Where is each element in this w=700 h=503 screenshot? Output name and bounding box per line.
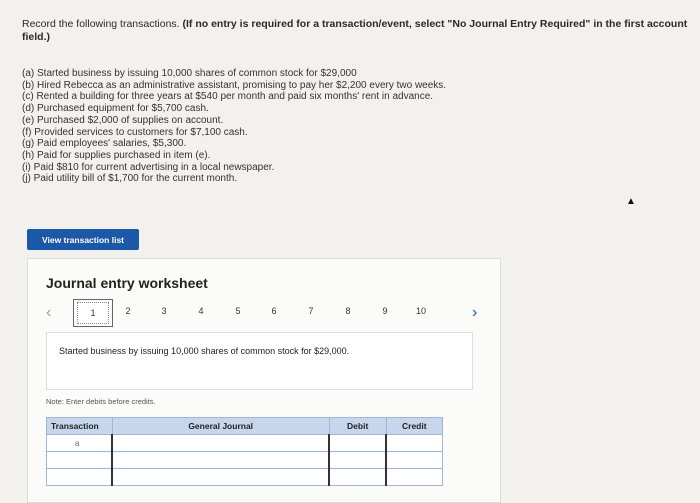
credit-input[interactable] (386, 452, 442, 469)
transaction-cell (47, 469, 113, 486)
page-9-tab[interactable]: 9 (382, 306, 388, 316)
page-8-tab[interactable]: 8 (345, 306, 351, 316)
transaction-cell (47, 452, 113, 469)
account-select[interactable] (112, 435, 329, 452)
account-select[interactable] (112, 469, 329, 486)
view-transaction-list-button[interactable]: View transaction list (27, 229, 139, 250)
transaction-item: (d) Purchased equipment for $5,700 cash. (22, 103, 209, 115)
transaction-description: Started business by issuing 10,000 shares of common stock for $29,000. (59, 346, 350, 356)
instructions-emphasis: (If no entry is required for a transaction/event, select "No Journal Entry Required" in the first account field.) (22, 18, 688, 43)
journal-entry-worksheet (27, 258, 501, 503)
instructions-lead: Record the following transactions. (22, 18, 180, 30)
chevron-left-icon[interactable]: ‹ (46, 304, 52, 321)
page-2-tab[interactable]: 2 (125, 306, 131, 316)
transaction-item: (a) Started business by issuing 10,000 shares of common stock for $29,000 (22, 68, 357, 79)
credit-input[interactable] (386, 435, 442, 452)
transaction-item: (f) Provided services to customers for $7,100 cash. (22, 126, 248, 138)
mouse-pointer-icon: ▲ (626, 196, 636, 207)
transaction-list (22, 68, 446, 185)
transaction-cell: a (47, 435, 113, 452)
credit-input[interactable] (386, 469, 442, 486)
transaction-item: (j) Paid utility bill of $1,700 for the current month. (22, 173, 238, 185)
instructions (22, 18, 692, 44)
col-header-credit: Credit (386, 418, 442, 435)
table-row (47, 435, 443, 452)
entry-note: Note: Enter debits before credits. (46, 397, 156, 406)
transaction-description-box (46, 332, 473, 390)
journal-table (46, 417, 443, 486)
col-header-general-journal: General Journal (112, 418, 329, 435)
transaction-item: (b) Hired Rebecca as an administrative assistant, promising to pay her $2,200 every two weeks. (22, 79, 447, 91)
debit-input[interactable] (329, 435, 386, 452)
table-row (47, 469, 443, 486)
transaction-item: (g) Paid employees' salaries, $5,300. (22, 138, 187, 150)
page-4-tab[interactable]: 4 (198, 306, 204, 316)
col-header-debit: Debit (329, 418, 386, 435)
transaction-item: (c) Rented a building for three years at $540 per month and paid six months' rent in advance. (22, 91, 434, 103)
transaction-item: (h) Paid for supplies purchased in item (e). (22, 149, 211, 161)
account-select[interactable] (112, 452, 329, 469)
chevron-right-icon[interactable]: › (472, 304, 478, 321)
page-10-tab[interactable]: 10 (415, 306, 426, 316)
page-7-tab[interactable]: 7 (308, 306, 314, 316)
page-3-tab[interactable]: 3 (161, 306, 167, 316)
debit-input[interactable] (329, 469, 386, 486)
page-6-tab[interactable]: 6 (271, 306, 277, 316)
page-1-tab[interactable]: 1 (73, 299, 113, 327)
page-5-tab[interactable]: 5 (235, 306, 241, 316)
worksheet-pager (28, 299, 500, 327)
transaction-item: (i) Paid $810 for current advertising in a local newspaper. (22, 161, 275, 173)
transaction-item: (e) Purchased $2,000 of supplies on account. (22, 114, 224, 126)
col-header-transaction: Transaction (47, 418, 113, 435)
worksheet-title: Journal entry worksheet (46, 275, 208, 291)
table-row (47, 452, 443, 469)
debit-input[interactable] (329, 452, 386, 469)
